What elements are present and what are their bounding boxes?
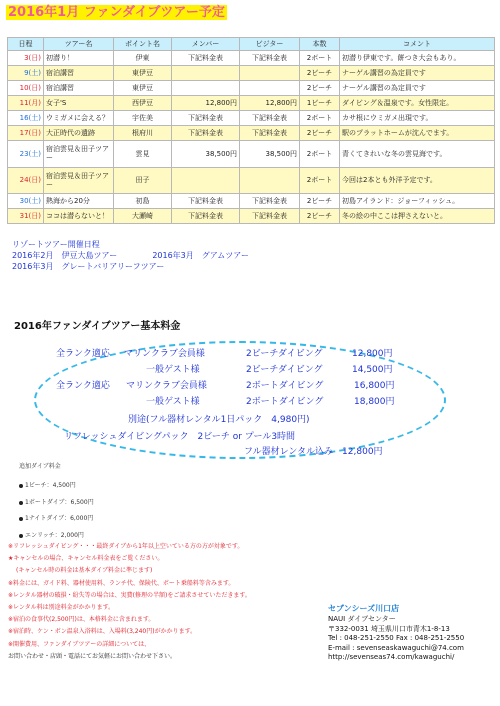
row-visitor: 下記料金表 [240, 111, 300, 126]
shop-address: 〒332-0031 埼玉県川口市青木1-8-13 [328, 624, 450, 633]
row-comment: ナーゲル講習の為定員です [340, 66, 495, 81]
extra-item [19, 499, 94, 507]
row-point: 伊東 [114, 51, 172, 66]
price-row [56, 395, 436, 409]
row-member [172, 168, 240, 194]
price-value: 12,800円 [352, 349, 393, 359]
row-point: 宇佐美 [114, 111, 172, 126]
header-comment: コメント [340, 38, 495, 51]
row-point: 東伊豆 [114, 66, 172, 81]
note-item: (キャンセル時の料金は基本ダイブ料金に準じます) [16, 567, 153, 575]
price-dives: 2ビーチダイビング [246, 365, 323, 375]
extra-item [19, 515, 93, 523]
row-point: 雲見 [114, 141, 172, 168]
row-tour: 初潜り！ [44, 51, 114, 66]
row-visitor: 下記料金表 [240, 209, 300, 224]
row-date: 16(土) [8, 111, 44, 126]
price-dives: 2ビーチダイビング [246, 349, 323, 359]
row-point: 田子 [114, 168, 172, 194]
row-dives: 2ボート [300, 111, 340, 126]
row-comment: 今回は2本とも外洋予定です。 [340, 168, 495, 194]
row-date: 11(月) [8, 96, 44, 111]
shop-url[interactable]: http://sevenseas74.com/kawaguchi/ [328, 653, 455, 662]
row-date: 23(土) [8, 141, 44, 168]
table-row [8, 168, 495, 194]
extra-title: 追加ダイブ料金 [19, 463, 61, 470]
rental-price-text: 別途(フル器材レンタル1日パック 4,980円) [128, 415, 310, 425]
price-label: 全ランク適応 [56, 381, 110, 391]
row-comment: 初潜り伊東です。餅つき大会もあり。 [340, 51, 495, 66]
row-tour: 女子'S [44, 96, 114, 111]
price-value: 14,500円 [352, 365, 393, 375]
page-title [6, 3, 286, 23]
row-tour: 宿泊講習 [44, 81, 114, 96]
refresh-price-text: リフレッシュダイビングパック 2ビーチ or プール3時間 [64, 432, 296, 442]
row-member: 下記料金表 [172, 126, 240, 141]
bullet-icon [19, 501, 23, 505]
resort-oshima: 2016年2月 伊豆大島ツアー [12, 251, 118, 260]
row-comment: 青くてきれいな冬の雲見海です。 [340, 141, 495, 168]
resort-title: リゾートツアー開催日程 [12, 240, 100, 249]
notes-list [8, 541, 328, 663]
table-row [8, 111, 495, 126]
shop-name: セブンシーズ川口店 [328, 604, 400, 613]
row-date: 10(日) [8, 81, 44, 96]
row-date: 9(土) [8, 66, 44, 81]
shop-phone: Tel : 048-251-2550 Fax : 048-251-2550 [328, 634, 465, 643]
note-item: ※宿泊の食事代(2,500円)は、本格料金に含まれます。 [8, 616, 155, 624]
table-row [8, 51, 495, 66]
row-comment: 初島アイランド：ジョーフィッシュ。 [340, 194, 495, 209]
row-comment: 冬の絵の中ここは押さえないと。 [340, 209, 495, 224]
row-date: 3(日) [8, 51, 44, 66]
row-member: 38,500円 [172, 141, 240, 168]
header-tour: ツアー名 [44, 38, 114, 51]
header-date: 日程 [8, 38, 44, 51]
note-item: ★キャンセルの場合、キャンセル料金表をご覧ください。 [8, 555, 164, 563]
row-dives: 2ビーチ [300, 194, 340, 209]
note-item: ※リフレッシュダイビング・・・最終ダイブから1年以上空いている方の方が対象です。 [8, 543, 244, 550]
header-visitor: ビジター [240, 38, 300, 51]
shop-info [328, 603, 498, 663]
price-row [56, 347, 436, 361]
price-dives: 2ボートダイビング [246, 381, 324, 391]
row-member: 下記料金表 [172, 194, 240, 209]
row-dives: 2ビーチ [300, 126, 340, 141]
note-item: ※宿泊時、ケン・ボン温泉入浴料は、入場料(3,240円)がかかります。 [8, 628, 197, 636]
row-tour: 大正時代の遺跡 [44, 126, 114, 141]
shop-email[interactable]: E-mail : sevenseaskawaguchi@74.com [328, 643, 464, 652]
row-comment: 駅のプラットホームが沈んでます。 [340, 126, 495, 141]
row-date: 17(日) [8, 126, 44, 141]
row-dives: 1ビーチ [300, 96, 340, 111]
extra-item-text: 1ナイトダイブ：6,000円 [25, 515, 94, 522]
price-dives: 2ボートダイビング [246, 397, 324, 407]
bullet-icon [19, 534, 23, 538]
extra-item [19, 482, 76, 490]
extra-item-text: エンリッチ：2,000円 [25, 532, 84, 539]
note-item: ※レンタル料は別途料金がかかります。 [8, 604, 115, 612]
row-date: 30(土) [8, 194, 44, 209]
row-member: 下記料金表 [172, 111, 240, 126]
resort-guam: 2016年3月 グアムツアー [152, 251, 249, 260]
schedule-body [8, 51, 495, 224]
price-kind: 一般ゲスト様 [146, 365, 200, 375]
row-dives: 2ボート [300, 168, 340, 194]
row-dives: 2ボート [300, 141, 340, 168]
row-dives: 2ビーチ [300, 209, 340, 224]
row-visitor: 38,500円 [240, 141, 300, 168]
row-point: 西伊豆 [114, 96, 172, 111]
row-member: 下記料金表 [172, 51, 240, 66]
row-date: 31(日) [8, 209, 44, 224]
table-row [8, 96, 495, 111]
resort-line-1 [12, 250, 492, 261]
note-item: お問い合わせ・店頭・電話にてお気軽にお問い合わせ下さい。 [8, 652, 177, 660]
tour-schedule-table [7, 37, 495, 224]
row-member: 下記料金表 [172, 209, 240, 224]
row-comment: ナーゲル講習の為定員です [340, 81, 495, 96]
price-kind: マリンクラブ会員様 [124, 349, 205, 359]
price-kind: マリンクラブ会員様 [126, 381, 207, 391]
extra-item-text: 1ビーチ：4,500円 [25, 482, 76, 489]
row-dives: 2ビーチ [300, 81, 340, 96]
row-visitor [240, 81, 300, 96]
extra-item-text: 1ボートダイブ：6,500円 [25, 499, 94, 506]
resort-gbr: 2016年3月 グレートバリアリーフツアー [12, 262, 165, 271]
row-tour: 熱海から20分 [44, 194, 114, 209]
basic-price-title: 2016年ファンダイブツアー基本料金 [14, 321, 181, 332]
row-visitor: 下記料金表 [240, 126, 300, 141]
extra-item [19, 532, 84, 540]
row-date: 24(日) [8, 168, 44, 194]
bullet-icon [19, 517, 23, 521]
price-value: 16,800円 [354, 381, 395, 391]
price-kind: 一般ゲスト様 [146, 397, 200, 407]
row-tour: 宿泊講習 [44, 66, 114, 81]
row-visitor: 下記料金表 [240, 194, 300, 209]
table-row [8, 81, 495, 96]
row-tour: 宿泊雲見＆田子ツアー [44, 168, 114, 194]
row-member [172, 66, 240, 81]
refresh-price-text-2: フル器材レンタル込み 12,800円 [244, 447, 383, 457]
row-tour: ウミガメに会える？ [44, 111, 114, 126]
row-point: 大瀬崎 [114, 209, 172, 224]
table-row [8, 66, 495, 81]
price-value: 18,800円 [354, 397, 395, 407]
row-visitor [240, 66, 300, 81]
header-dives: 本数 [300, 38, 340, 51]
bullet-icon [19, 484, 23, 488]
table-header-row [8, 38, 495, 51]
row-dives: 2ビーチ [300, 66, 340, 81]
row-point: 初島 [114, 194, 172, 209]
row-tour: ココは潜らないと！ [44, 209, 114, 224]
table-row [8, 209, 495, 224]
row-comment: ダイビング＆温泉です。女性限定。 [340, 96, 495, 111]
row-member: 12,800円 [172, 96, 240, 111]
note-item: ※料金には、ガイド料、器材使用料、ランチ代、保険代、ボート乗船料等含みます。 [8, 579, 235, 587]
row-member [172, 81, 240, 96]
row-point: 根府川 [114, 126, 172, 141]
table-row [8, 141, 495, 168]
row-visitor: 下記料金表 [240, 51, 300, 66]
note-item: ※レンタル器材の破損・紛失等の場合は、実費(修理の半額)をご請求させていただきます。 [8, 591, 251, 599]
note-item: ※開催費用、ファンダイブツアーの詳細については、 [8, 640, 151, 648]
page-title-text: 2016年1月 ファンダイブツアー予定 [8, 5, 225, 20]
row-point: 東伊豆 [114, 81, 172, 96]
price-label: 全ランク適応 [56, 349, 110, 359]
header-point: ポイント名 [114, 38, 172, 51]
row-dives: 2ボート [300, 51, 340, 66]
resort-tours [12, 239, 492, 272]
row-visitor [240, 168, 300, 194]
table-row [8, 126, 495, 141]
shop-line: NAUI ダイブセンター [328, 615, 396, 623]
row-visitor: 12,800円 [240, 96, 300, 111]
price-row [56, 379, 436, 393]
table-row [8, 194, 495, 209]
row-tour: 宿泊雲見＆田子ツアー [44, 141, 114, 168]
price-row [56, 363, 436, 377]
header-member: メンバー [172, 38, 240, 51]
row-comment: カサ根にウミガメ出現です。 [340, 111, 495, 126]
